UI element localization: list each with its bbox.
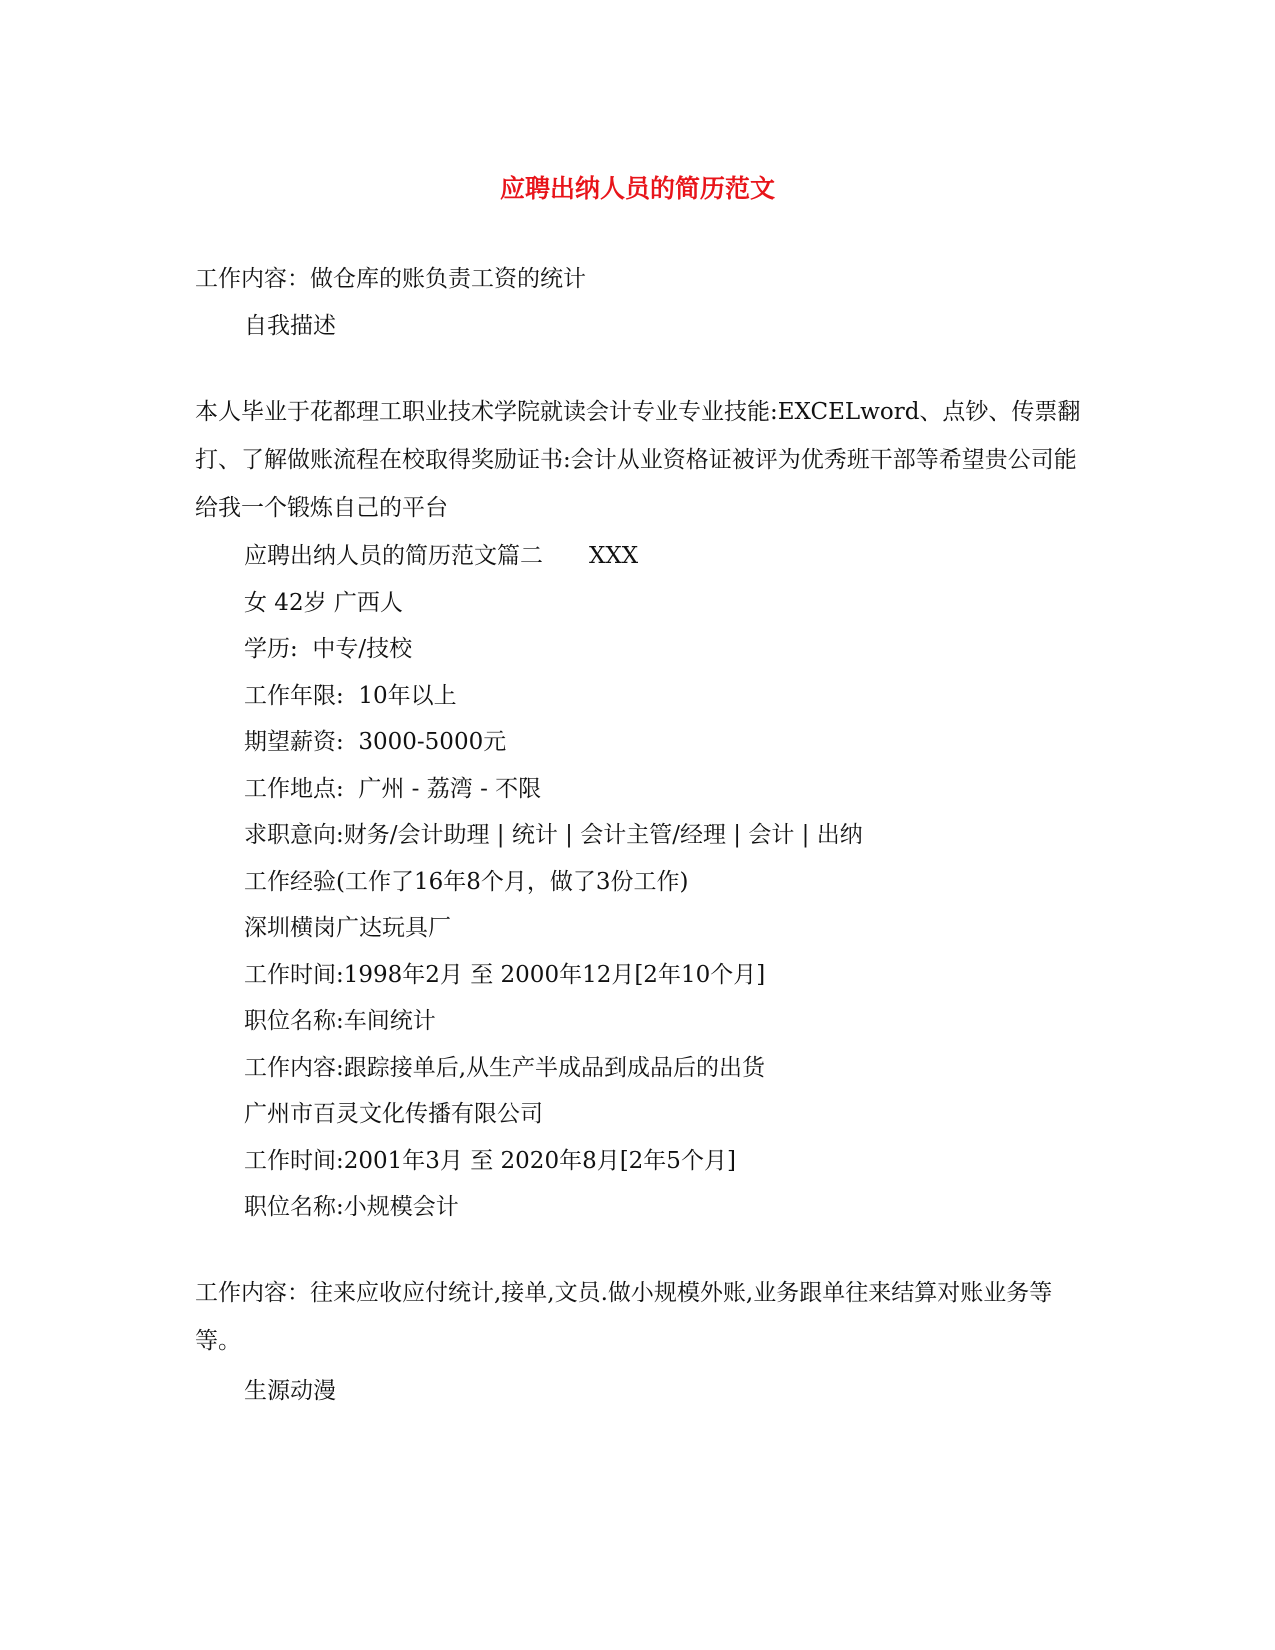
text-line: 学历: 中专/技校	[244, 636, 413, 662]
text-line: 女 42岁 广西人	[244, 590, 403, 616]
section-heading: 自我描述	[244, 313, 336, 339]
paragraph: 工作内容：往来应收应付统计,接单,文员.做小规模外账,业务跟单往来结算对账业务等等。	[195, 1280, 1053, 1354]
text-line: 广州市百灵文化传播有限公司	[244, 1101, 543, 1127]
text-line: 工作时间:2001年3月 至 2020年8月[2年5个月]	[244, 1148, 736, 1174]
text-line: 应聘出纳人员的简历范文篇二 XXX	[244, 543, 639, 569]
text-line: 职位名称:车间统计	[244, 1008, 436, 1034]
text-line: 求职意向:财务/会计助理 | 统计 | 会计主管/经理 | 会计 | 出纳	[244, 822, 863, 848]
text-line: 工作年限: 10年以上	[244, 683, 457, 709]
text-line: 期望薪资: 3000-5000元	[244, 729, 507, 755]
text-line: 工作时间:1998年2月 至 2000年12月[2年10个月]	[244, 962, 766, 988]
text-line: 职位名称:小规模会计	[244, 1194, 459, 1220]
paragraph: 本人毕业于花都理工职业技术学院就读会计专业专业技能:EXCELword、点钞、传票翻打、了解做账流程在校取得奖励证书:会计从业资格证被评为优秀班干部等希望贵公司能给我一个锻炼自己的平台	[195, 399, 1081, 521]
text-line: 工作内容:跟踪接单后,从生产半成品到成品后的出货	[244, 1055, 766, 1081]
text-line: 深圳横岗广达玩具厂	[244, 915, 451, 941]
text-line: 生源动漫	[244, 1378, 336, 1404]
text-line: 工作内容：做仓库的账负责工资的统计	[195, 266, 586, 292]
text-line: 工作经验(工作了16年8个月，做了3份工作)	[244, 869, 689, 895]
text-line: 工作地点: 广州 - 荔湾 - 不限	[244, 776, 542, 802]
document-title: 应聘出纳人员的简历范文	[499, 174, 775, 203]
